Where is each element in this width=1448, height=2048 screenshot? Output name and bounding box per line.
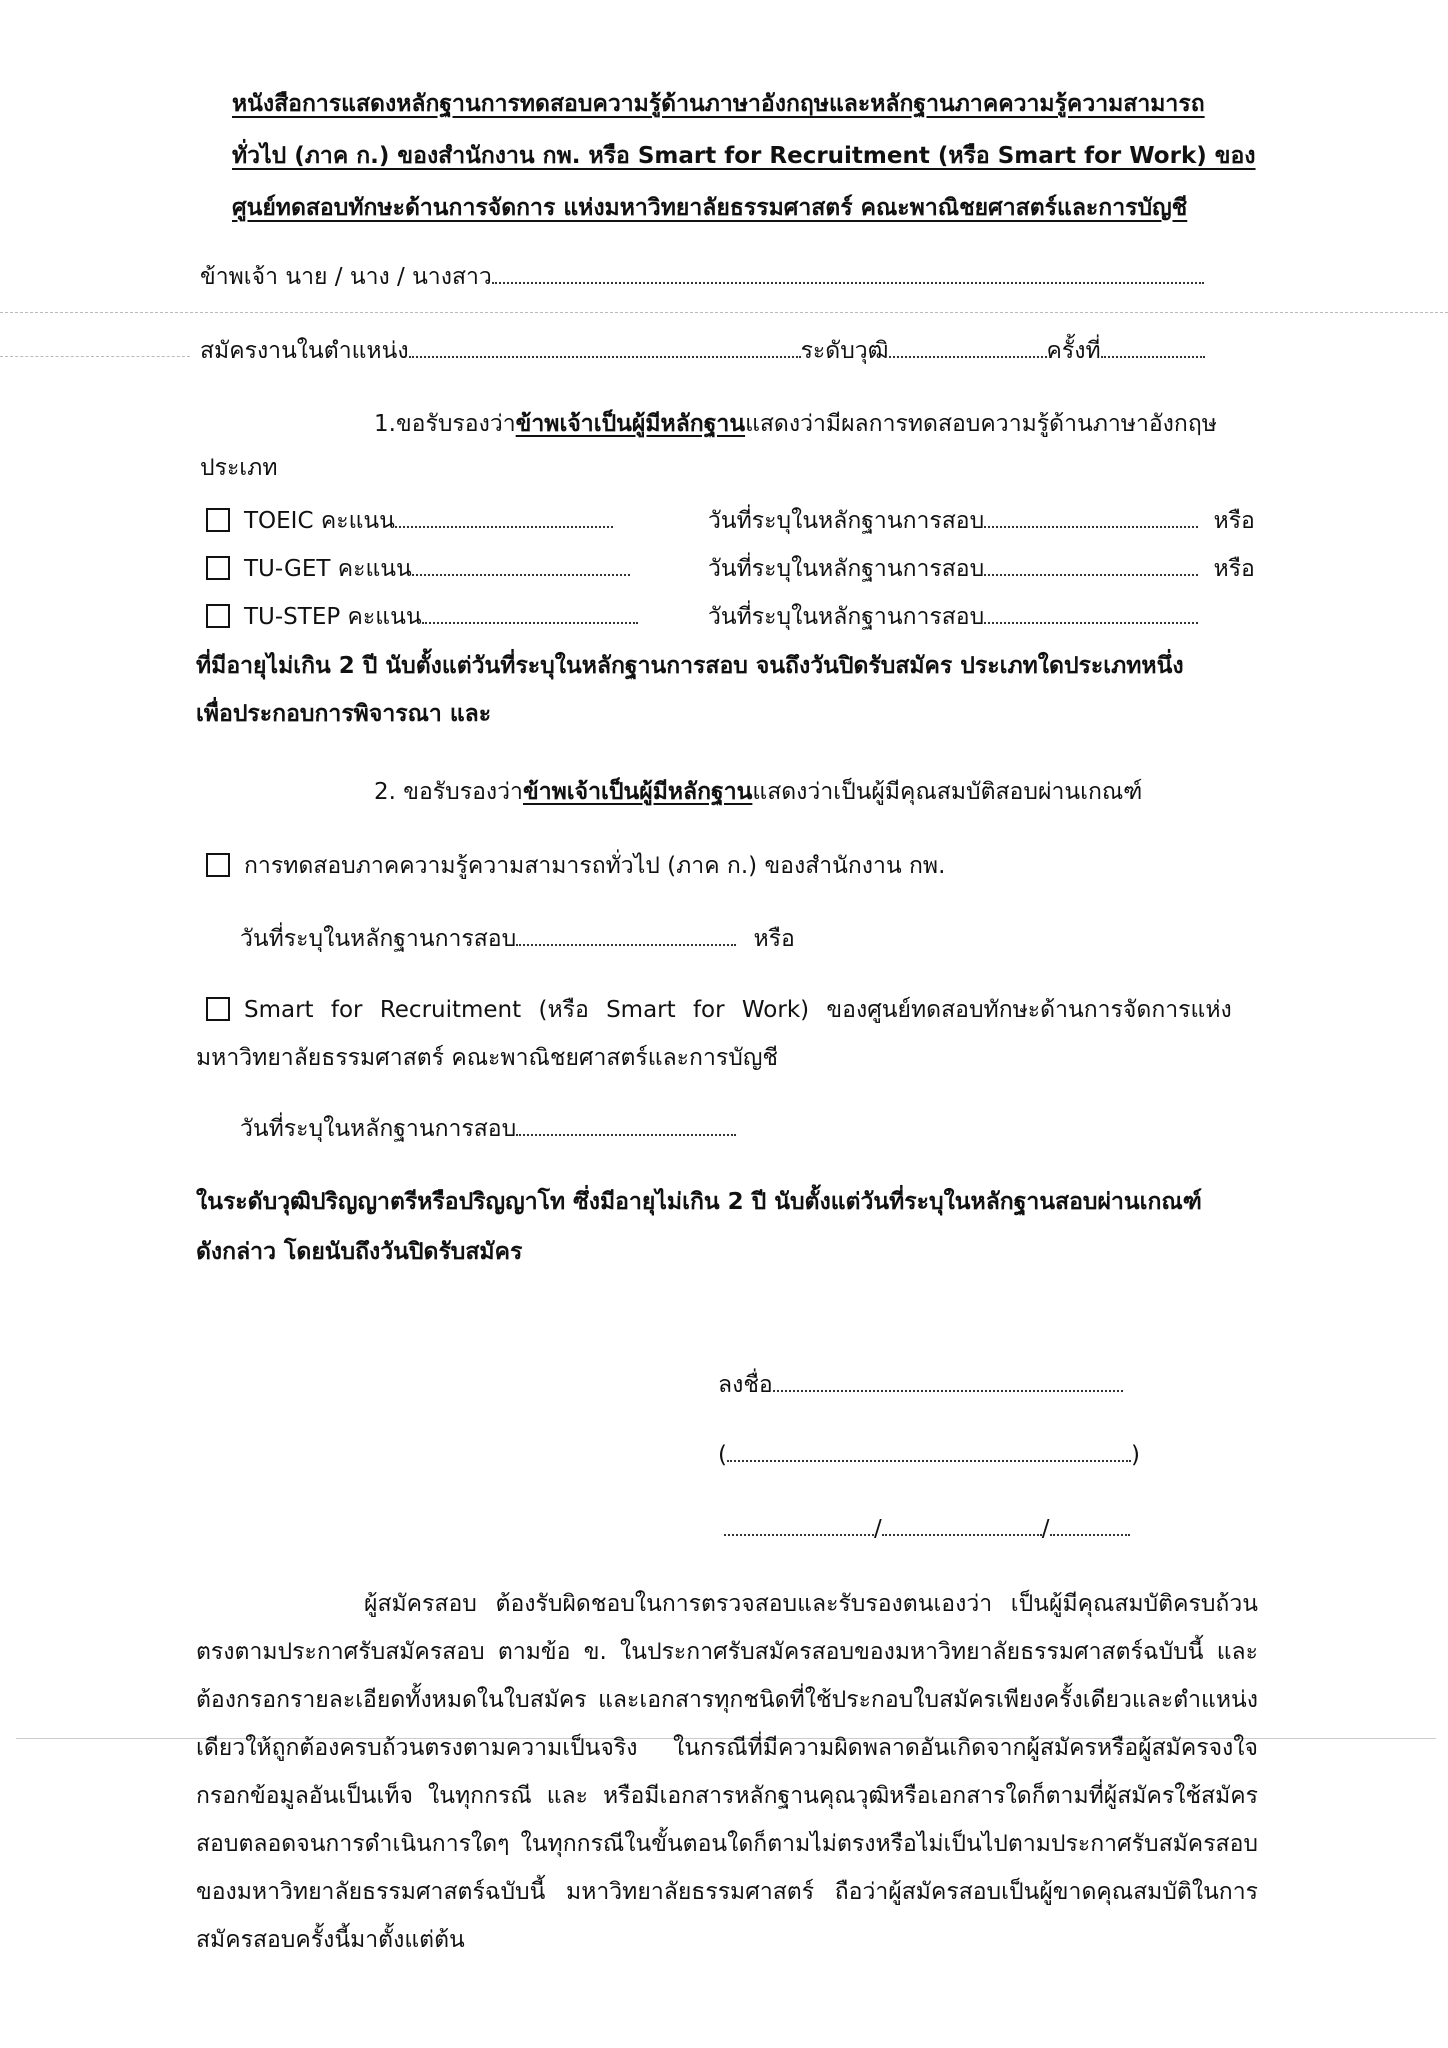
- toeic-date-row: [708, 504, 1255, 537]
- round-label: ครั้งที่: [1046, 338, 1101, 364]
- date-year-field[interactable]: [1050, 1512, 1130, 1536]
- toeic-checkbox[interactable]: [206, 508, 230, 532]
- round-field[interactable]: [1101, 334, 1205, 358]
- tustep-label: TU-STEP คะแนน: [244, 604, 422, 630]
- gor-or: หรือ: [753, 926, 795, 952]
- scan-line: [0, 356, 190, 357]
- name-label: ข้าพเจ้า นาย / นาง / นางสาว: [200, 264, 492, 290]
- tustep-date-row: [708, 600, 1198, 633]
- tustep-score-field[interactable]: [422, 600, 638, 624]
- tuget-label: TU-GET คะแนน: [244, 556, 412, 582]
- open-paren: (: [718, 1442, 727, 1468]
- document-title-line-3: ศูนย์ทดสอบทักษะด้านการจัดการ แห่งมหาวิทยาลัยธรรมศาสตร์ คณะพาณิชยศาสตร์และการบัญชี: [232, 195, 1188, 221]
- section2-prefix: 2. ขอรับรองว่า: [374, 779, 523, 805]
- smart-date-row: [240, 1112, 736, 1145]
- date-row: [724, 1512, 1130, 1545]
- level-field[interactable]: [889, 334, 1047, 358]
- gor-label: การทดสอบภาคความรู้ความสามารถทั่วไป (ภาค ก.) ของสำนักงาน กพ.: [244, 853, 946, 879]
- section1-note-line-2: เพื่อประกอบการพิจารณา และ: [196, 701, 492, 727]
- date-month-field[interactable]: [882, 1512, 1042, 1536]
- section2-heading: [374, 776, 1142, 808]
- tuget-date-field[interactable]: [984, 552, 1198, 576]
- printed-name-field[interactable]: [727, 1438, 1131, 1462]
- option-gor-row: [206, 850, 945, 882]
- scan-line: [0, 312, 1448, 313]
- section1-emphasis: ข้าพเจ้าเป็นผู้มีหลักฐาน: [515, 411, 746, 437]
- section2-note-line-2: ดังกล่าว โดยนับถึงวันปิดรับสมัคร: [196, 1239, 523, 1265]
- signature-row: [718, 1368, 1123, 1401]
- test-row-tustep: [206, 600, 638, 633]
- gor-checkbox[interactable]: [206, 853, 230, 877]
- gor-date-label: วันที่ระบุในหลักฐานการสอบ: [240, 926, 517, 952]
- tustep-date-label: วันที่ระบุในหลักฐานการสอบ: [708, 604, 985, 630]
- toeic-or: หรือ: [1213, 508, 1255, 534]
- applicant-position-row: [200, 334, 1205, 367]
- section2-emphasis: ข้าพเจ้าเป็นผู้มีหลักฐาน: [522, 779, 753, 805]
- applicant-name-row: [200, 260, 1204, 293]
- smart-date-label: วันที่ระบุในหลักฐานการสอบ: [240, 1116, 517, 1142]
- smart-date-field[interactable]: [516, 1112, 736, 1136]
- gor-date-row: [240, 922, 795, 955]
- tuget-checkbox[interactable]: [206, 556, 230, 580]
- test-row-toeic: [206, 504, 613, 537]
- name-field[interactable]: [492, 260, 1204, 284]
- section1-prefix: 1.ขอรับรองว่า: [374, 411, 516, 437]
- option-smart-row: [206, 994, 1232, 1026]
- section2-note-line-1: ในระดับวุฒิปริญญาตรีหรือปริญญาโท ซึ่งมีอายุไม่เกิน 2 ปี นับตั้งแต่วันที่ระบุในหลักฐานสอบผ่านเกณฑ์: [196, 1189, 1202, 1215]
- tuget-or: หรือ: [1213, 556, 1255, 582]
- disclaimer-paragraph: ผู้สมัครสอบ ต้องรับผิดชอบในการตรวจสอบและรับรองตนเองว่า เป็นผู้มีคุณสมบัติครบถ้วนตรงตามประกาศรับสมัครสอบ ตามข้อ ข. ในประกาศรับสมัครสอบของมหาวิทยาลัยธรรมศาสตร์ฉบับนี้ และต้องกรอกรายละเอียดทั้งหมดในใบสมัคร และเอกสารทุกชนิดที่ใช้ประกอบใบสมัครเพียงครั้งเดียวและตำแหน่งเดียวให้ถูกต้องครบถ้วนตรงตามความเป็นจริง ในกรณีที่มีความผิดพลาดอันเกิดจากผู้สมัครหรือผู้สมัครจงใจกรอกข้อมูลอันเป็นเท็จ ในทุกกรณี และ หรือมีเอกสารหลักฐานคุณวุฒิหรือเอกสารใดก็ตามที่ผู้สมัครใช้สมัครสอบตลอดจนการดำเนินการใดๆ ในทุกกรณีในขั้นตอนใดก็ตามไม่ตรงหรือไม่เป็นไปตามประกาศรับสมัครสอบของมหาวิทยาลัยธรรมศาสตร์ฉบับนี้ มหาวิทยาลัยธรรมศาสตร์ ถือว่าผู้สมัครสอบเป็นผู้ขาดคุณสมบัติในการสมัครสอบครั้งนี้มาตั้งแต่ต้น: [196, 1591, 1258, 1953]
- document-title-line-1: หนังสือการแสดงหลักฐานการทดสอบความรู้ด้านภาษาอังกฤษและหลักฐานภาคความรู้ความสามารถ: [232, 91, 1205, 117]
- test-row-tuget: [206, 552, 630, 585]
- date-slash-2: /: [1041, 1516, 1050, 1542]
- printed-name-row: [718, 1438, 1140, 1471]
- level-label: ระดับวุฒิ: [800, 338, 889, 364]
- toeic-date-field[interactable]: [984, 504, 1198, 528]
- tustep-checkbox[interactable]: [206, 604, 230, 628]
- document-title-line-2: ทั่วไป (ภาค ก.) ของสำนักงาน กพ. หรือ Smart for Recruitment (หรือ Smart for Work) ของ: [232, 143, 1256, 169]
- position-label: สมัครงานในตำแหน่ง: [200, 338, 409, 364]
- smart-label-line-2: มหาวิทยาลัยธรรมศาสตร์ คณะพาณิชยศาสตร์และการบัญชี: [196, 1045, 779, 1071]
- sign-label: ลงชื่อ: [718, 1372, 773, 1398]
- section1-suffix: แสดงว่ามีผลการทดสอบความรู้ด้านภาษาอังกฤษ: [745, 411, 1217, 437]
- tustep-date-field[interactable]: [984, 600, 1198, 624]
- tuget-date-row: [708, 552, 1255, 585]
- close-paren: ): [1130, 1442, 1140, 1468]
- date-day-field[interactable]: [724, 1512, 874, 1536]
- position-field[interactable]: [409, 334, 801, 358]
- section1-note-line-1: ที่มีอายุไม่เกิน 2 ปี นับตั้งแต่วันที่ระบุในหลักฐานการสอบ จนถึงวันปิดรับสมัคร ประเภทใดประเภทหนึ่ง: [196, 653, 1184, 679]
- type-label: ประเภท: [200, 455, 278, 481]
- smart-label-line-1: Smart for Recruitment (หรือ Smart for Work) ของศูนย์ทดสอบทักษะด้านการจัดการแห่ง: [244, 997, 1232, 1023]
- signature-field[interactable]: [773, 1368, 1123, 1392]
- tuget-date-label: วันที่ระบุในหลักฐานการสอบ: [708, 556, 985, 582]
- toeic-date-label: วันที่ระบุในหลักฐานการสอบ: [708, 508, 985, 534]
- gor-date-field[interactable]: [516, 922, 736, 946]
- toeic-score-field[interactable]: [395, 504, 613, 528]
- date-slash-1: /: [874, 1516, 882, 1542]
- section2-suffix: แสดงว่าเป็นผู้มีคุณสมบัติสอบผ่านเกณฑ์: [752, 779, 1143, 805]
- tuget-score-field[interactable]: [412, 552, 630, 576]
- smart-checkbox[interactable]: [206, 997, 230, 1021]
- toeic-label: TOEIC คะแนน: [244, 508, 395, 534]
- section1-heading: [374, 408, 1217, 440]
